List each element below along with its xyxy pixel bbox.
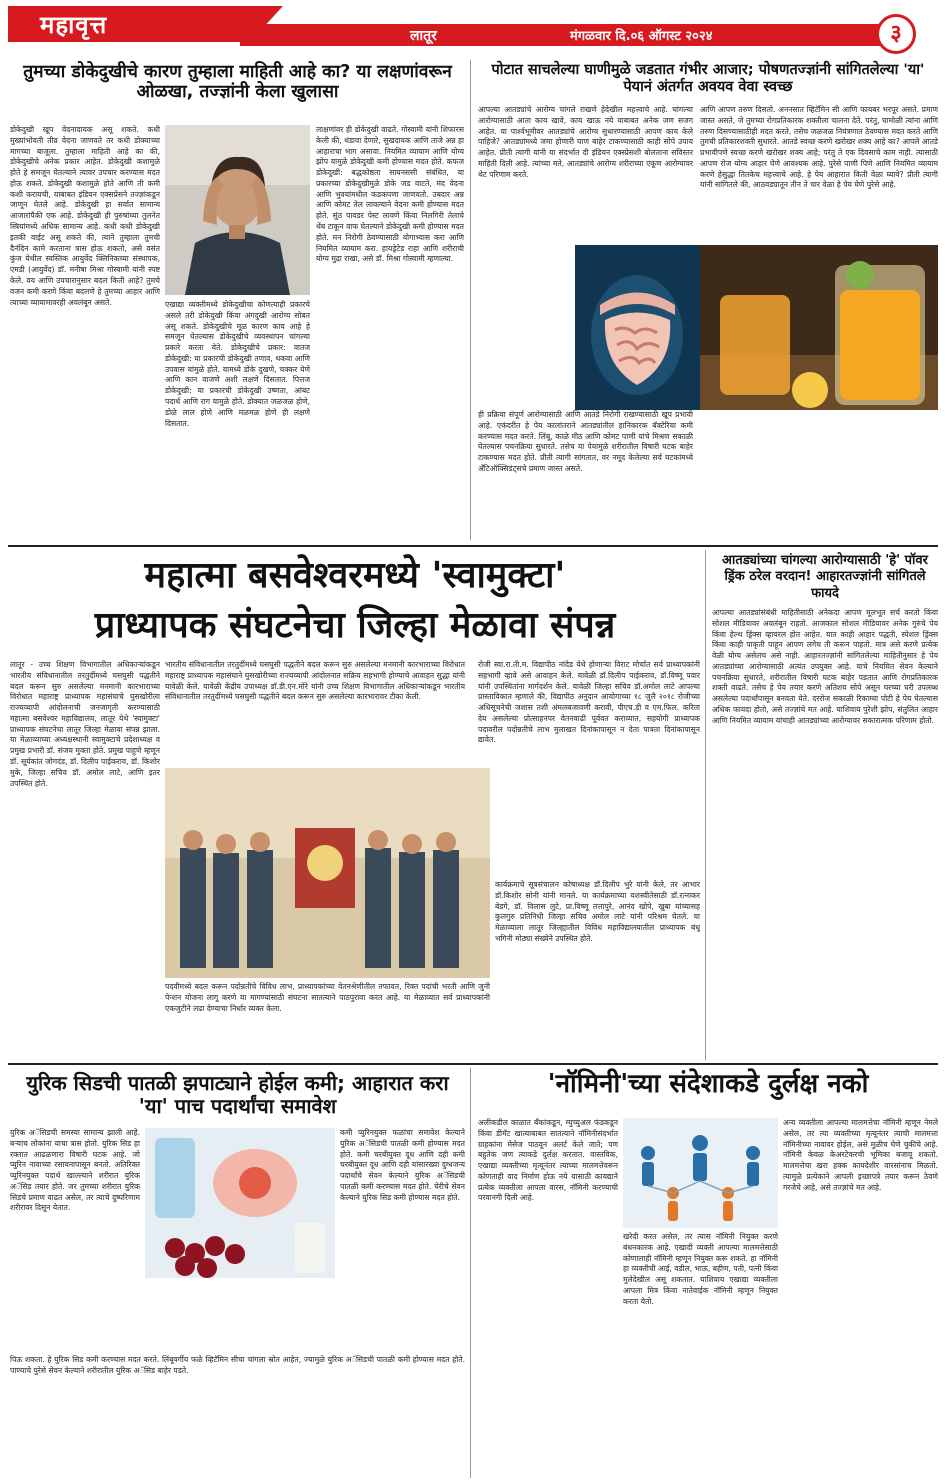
headache-headline: तुमच्या डोकेदुखीचे कारण तुम्हाला माहिती आहे का? या लक्षणांवरून ओळखा, तज्ज्ञांनी केला खुलासा (23, 62, 452, 103)
sidebar-headline: आतड्यांच्या चांगल्या आरोग्यासाठी 'हे' पॉवर ड्रिंक ठरेल वरदान! आहारतज्ज्ञांनी सांगितले फायदे (722, 553, 928, 601)
nutrition-col-3: आणि आपण तरुण दिसतो. अननसात व्हिटॅमिन सी आणि फायबर भरपूर असते. प्रमाण जास्त असते, जे तुमच्या रोगप्रतिकारक शक्तीला चालना देते. परंतु, घामोळी त्यांना आणि तरुण दिसण्यासाठीही मदत करते. तसेच जळजळ नियंत्रणात ठेवण्यास मदत करते आणि तुमची प्रतिकारशक्ती सुधारते. आतडे स्वच्छ करणे खरोखर शक्य आहे का? आपले आतडे प्रभावीपणे स्वच्छ करणे खरोखर शक्य आहे; परंतु ते एक दिवसाचे काम नाही. त्यासाठी आपण रोज योग्य आहार घेणे आवश्यक आहे. पुरेसे पाणी पिणे आणि नियमित व्यायाम करणे हेसुद्धा तितकेच महत्त्वाचे आहे. हे पेय आहारात किती वेळा घ्यावे? प्रीती त्यागी यांनी सांगितले की, आठवड्यातून तीन ते चार वेळा हे पेय घेणे पुरेसे आहे. (700, 105, 938, 190)
uric-headline: युरिक सिडची पातळी झपाट्याने होईल कमी; आहारात करा 'या' पाच पदार्थांचा समावेश (26, 1071, 449, 1118)
main-col-3: रोजी स्वा.रा.ती.म. विद्यापीठ नांदेड येथे होणाऱ्या विराट मोर्चात सर्व प्राध्यापकांनी सहभागी व्हावे असे आवाहन केले. यावेळी डॉ.दिलीप पाईकराव, डॉ.विष्णू पवार यांनी उपस्थितांना मार्गदर्शन केले. यावेळी जिल्हा सचिव डॉ.अमोल लाटे आपल्या प्रास्ताविकात म्हणाले की, विद्यापीठ अनुदान आयोगाच्या १८ जुलै २०१८ रोजीच्या अधिसूचनेची जशास तशी अंमलबजावणी करावी, पीएच.डी व एम.फिल. करिता देय असलेल्या प्रोत्साहनपर वेतनवाढी पूर्ववत कराव्यात, सहयोगी प्राध्यापक पदावरील पदोन्नतीचे लाभ मुलाखत दिनांकापासून न देता पात्रता दिनांकापासून द्यावेत. (478, 660, 700, 745)
nominee-col-1: अलीकडील काळात बँकांकडून, म्युच्युअल फंडकडून किंवा डीमॅट खात्याबाबत सातत्याने नॉमिनीसंदर्भात ग्राहकांना मेसेज पाठवून अलर्ट केले जाते; पण बहुतेक जण त्याकडे दुर्लक्ष करतात. वास्तविक, एखाद्या व्यक्तीच्या मृत्यूनंतर त्याच्या मालमत्तेवरून कोणताही वाद निर्माण होऊ नये यासाठी कायद्याने प्रत्येक व्यक्तीला आपला वारस, नॉमिनी करण्याची परवानगी दिली आहे. (478, 1118, 618, 1203)
masthead (0, 0, 945, 52)
headache-col-2: एखाद्या व्यक्तीमध्ये डोकेदुखीचा कोणत्याही प्रकारचे असले तरी डोकेदुखी किंवा अंगदुखी आरोग्य सोबत असू शकते. डोकेदुखीचे मूळ कारण काय आहे हे समजून घेतल्यास डोकेदुखीचे व्यवस्थापन चांगल्या प्रकारे करता येते. डोकेदुखीचे प्रकार: वातज डोकेदुखी: या प्रकारची डोकेदुखी तणाव, थकवा आणि उपवास यांमुळे होते. यामध्ये डोके दुखणे, चक्कर येणे आणि कान वाजणे अशी लक्षणे दिसतात. पित्तज डोकेदुखी: या प्रकारची डोकेदुखी उष्णता, आंबट पदार्थ आणि राग यामुळे होते. डोक्यात जळजळ होणे, डोळे लाल होणे आणि मळमळ होणे ही लक्षणे दिसतात. (165, 300, 310, 428)
gut-illustration (575, 245, 700, 410)
column-divider (470, 60, 471, 540)
headache-col-1: डोकेदुखी खूप वेदनादायक असू शकते. कधी मुख्यांभोवती तीव्र वेदना जाणवते तर कधी डोक्याच्या मागच्या बाजूला. तुम्हाला माहिती आहे का की, डोकेदुखीचे अनेक प्रकार आहेत. डोकेदुखी कशामुळे होते हे समजून घेतल्याने त्यावर उपचार करण्यास मदत होऊ शकते. डोकेदुखी कशामुळे होते आणि ती कमी कशी करायची, याबाबत इंडियन एक्सप्रेसने तज्ज्ञांकडून जाणून घेतले आहे. डोकेदुखी हा सर्वात सामान्य आजारांपैकी एक आहे. डोकेदुखी ही पुरुषांच्या तुलनेत स्त्रियांमध्ये अधिक सामान्य आहे. कधी कधी डोकेदुखी इतकी वाईट असू शकते की, त्याने तुम्हाला तुमची दैनंदिन कामे करताना त्रास होऊ शकतो, असे वसंत कुंज येथील स्वस्तिक आयुर्वेद क्लिनिकच्या संस्थापक, एमडी (आयुर्वेद) डॉ. मनीषा मिश्रा गोस्वामी यांनी स्पष्ट केले. वय आणि उपचारानुसार बदल किती आहे? तुमचे वजन कमी करणे किंवा बदलणे हे तुमच्या आहार आणि त्याच्या व्यायामावरही अवलंबून असते. (10, 125, 160, 307)
page-number: ३ (876, 14, 916, 54)
headache-photo (165, 125, 310, 295)
headache-col-3: लाक्षणांवर ही डोकेदुखी वाढते. गोस्वामी यांनी शिफारस केली की, थंडावा देणारे, सुखदायक आणि ताजे अन्न हा आहाराचा भाग असावा. नियमित व्यायाम आणि योग्य झोप यामुळे डोकेदुखी कमी होण्यास मदत होते. कफज डोकेदुखी: बद्धकोष्ठता सायनससी संबंधित, या प्रकारच्या डोकेदुखीमुळे डोके जड वाटते, मंद वेदना आणि भुवयांमधील कडकपणा जाणवतो. उबदार अन्न आणि कोमट तेल लावल्याने वेदना कमी होण्यास मदत होते. सुंठ पावडर पेस्ट लावणे किंवा निलगिरी तेलाचे थेंब टाकून वाफ घेतल्याने डोकेदुखी कमी होण्यास मदत होते. मन निरोगी ठेवण्यासाठी योगाभ्यास करा आणि नियमित व्यायाम करा. हायड्रेटेड राहा आणि शरीराची योग्य मुद्रा राखा, असे डॉ. मिश्रा गोस्वामी म्हणाल्या. (316, 125, 464, 264)
uric-col-2: कमी प्युरिनयुक्त फळांचा समावेश केल्याने युरिक अॅसिडची पातळी कमी होण्यास मदत होते. कमी चरबीयुक्त दूध आणि दही कमी चरबीयुक्त दूध आणि दही यांसारख्या दुग्धजन्य पदार्थांचे सेवन केल्याने युरिक अॅसिडची पातळी कमी करण्यास मदत होते. चेरीचे सेवन केल्याने युरिक सिड कमी होण्यास मदत होते. (340, 1128, 465, 1202)
nominee-col-3: अन्य व्यक्तीला आपल्या मालमत्तेचा नॉमिनी म्हणून नेमले असेल, तर त्या व्यक्तीच्या मृत्यूनंतर त्याची मालमत्ता नॉमिनीच्या नावावर होईल, असे मुळीच घेणे चुकीचे आहे. नॉमिनी केवळ केअरटेकरची भूमिका बजावू शकतो. मालमत्तेचा खरा हक्क कायदेशीर वारसांनाच मिळतो. त्यामुळे प्रत्येकाने आपली इच्छापत्रे तयार करून ठेवणे गरजेचे आहे, असे तज्ज्ञांचे मत आहे. (783, 1118, 938, 1192)
issue-date: मंगळवार दि.०६ ऑगस्ट २०२४ (570, 29, 713, 44)
drink-photo (700, 245, 938, 410)
nominee-col-2: खरेदी करत असेल, तर त्यास नॉमिनी नियुक्त करणे बंधनकारक आहे. एखादी व्यक्ती आपल्या मालमत्तेसाठी कोणालाही नॉमिनी म्हणून नियुक्त करू शकते. हा नॉमिनी हा व्यक्तीची आई, वडील, भाऊ, बहीण, पती, पत्नी किंवा मुलेदेखील असू शकतात. याशिवाय एखाद्या व्यक्तीला आपला मित्र किंवा नातेवाईक नॉमिनी म्हणून नियुक्त करता येतो. (623, 1232, 778, 1306)
column-divider (705, 550, 706, 1060)
section-rule (8, 1063, 938, 1065)
sidebar-body: आपल्या आतड्यांसंबंधी माहितीसाठी अनेकदा आपण मूलभूत सर्च करतो किंवा सोशल मीडियावर अवलंबून राहतो. आजकाल सोशल मीडियावर अनेक गुरुंचे पेय किंवा हेल्थ ड्रिंक्स व्हायरल होत आहेत. यात काही आहार पद्धती, स्पेशल ड्रिंक्स किंवा काही पाकृती पाहून आपण लगेच ती करून पाहतो. मात्र असे करणे प्रत्येक वेळी योग्य असेलच असे नाही. आहारतज्ज्ञांनी सांगितलेल्या माहितीनुसार हे पेय आतड्यांच्या आरोग्यासाठी अत्यंत उपयुक्त आहे. याचे नियमित सेवन केल्याने पचनक्रिया सुधारते, शरीरातील विषारी घटक बाहेर पडतात आणि रोगप्रतिकारक शक्ती वाढते. तसेच हे पेय तयार करणे अतिशय सोपे असून घरच्या घरी उपलब्ध असलेल्या पदार्थांपासून बनवता येते. दररोज सकाळी रिकाम्या पोटी हे पेय घेतल्यास अधिक फायदा होतो, असे तज्ज्ञांचे मत आहे. याशिवाय पुरेशी झोप, संतुलित आहार आणि नियमित व्यायाम यांचाही आतड्यांच्या आरोग्यावर सकारात्मक परिणाम होतो. (712, 608, 938, 725)
nominee-headline: 'नॉमिनी'च्या संदेशाकडे दुर्लक्ष नको (547, 1069, 869, 1099)
masthead-strip (240, 24, 880, 46)
column-divider (470, 1068, 471, 1478)
section-rule (8, 545, 938, 547)
main-headline-line-1: महात्मा बसवेश्वरमध्ये 'स्वामुक्टा' (144, 555, 566, 596)
meeting-group-photo (165, 768, 490, 978)
uric-photo (145, 1128, 335, 1278)
uric-col-1: युरिक अॅसिडची समस्या सामान्य झाली आहे. बऱ्याच लोकांना याचा त्रास होतो. युरिक सिड हा रक्तात आढळणारा विषारी घटक आहे. जो प्युरिन नावाच्या रसायनापासून बनतो. अतिरिक्त प्युरिनयुक्त पदार्थ खाल्ल्याने शरीरात युरिक अॅसिड तयार होते. जर तुमच्या शरीरात युरिक सिडचे प्रमाण वाढत असेल, तर त्याचे दुष्परिणाम शरीरावर दिसून येतात. (10, 1128, 140, 1213)
main-col-1: लातूर - उच्च शिक्षण विभागातील अधिकाऱ्यांकडून भारतीय संविधानातील तरतुदींमध्ये घसघुसी पद्धतीने बदल करून सुरु असलेल्या मनमानी कारभाराच्या विरोधात महाराष्ट्र प्राध्यापक महासंघाचे घुसखोरीला राज्यव्यापी आंदोलनाची जनजागृती करण्यासाठी महात्मा बसवेश्वर महाविद्यालय, लातूर येथे 'स्वामुक्टा' प्राध्यापक संघटनेचा लातूर जिल्हा मेळावा संपन्न झाला. या मेळाव्याच्या अध्यक्षस्थानी स्वामुक्टाचे प्रदेशाध्यक्ष व प्रमुख प्रभारी डॉ. संजय मुक्ता होते. प्रमुख पाहुणे म्हणून डॉ. सूर्यकांत जोगदंड, डॉ. दिलीप पाईकराव, डॉ. किशोर मुके, जिल्हा सचिव डॉ. अमोल लाटे, आणि इतर उपस्थित होते. (10, 660, 160, 788)
main-bottom: पदवीमध्ये बदल करून पदोन्नतीचे विविध लाभ, प्राध्यापकांच्या वेतनश्रेणीतील तफावत, रिक्त पदांची भरती आणि जुनी पेन्शन योजना लागू करणे या मागण्यांसाठी संघटना सातत्याने पाठपुरावा करत आहे. या मेळाव्यात सर्व प्राध्यापकांनी एकजुटीने लढा देण्याचा निर्धार व्यक्त केला. (165, 982, 490, 1013)
main-col-4: कार्यक्रमाचे सूत्रसंचालन कोषाध्यक्ष डॉ.दिलीप भुरे यांनी केले, तर आभार डॉ.किशोर सोनी यांनी मानले. या कार्यक्रमाच्या यशस्वीतेसाठी डॉ.रत्नाकर बेडगे, डॉ. विलास लुटे, प्रा.विष्णू तत्तापुरे, आनंद खोपे, खुबा यांच्यासह कुलगुरु प्रतिनिधी जिल्हा सचिव अमोल लाटे यांनी परिश्रम घेतले. या मेळाव्याला लातूर जिल्ह्यातील विविध महाविद्यालयातील प्राध्यापक बंधू भगिनी मोठ्या संख्येने उपस्थित होते. (495, 880, 700, 943)
nutrition-headline: पोटात साचलेल्या घाणीमुळे जडतात गंभीर आजार; पोषणतज्ज्ञांनी सांगितलेल्या 'या' पेयानं अंतर्गत अवयव वेवा स्वच्छ (491, 62, 925, 95)
nutrition-col-1: आपल्या आतड्यांचे आरोग्य चांगले राखणे हेदेखील महत्त्वाचे आहे. चांगल्या आरोग्यासाठी आता काय खावे, काय खाऊ नये याबाबत अनेक जण सजग आहेत. या पार्श्वभूमीवर आतड्यांचे आरोग्य सुधारण्यासाठी आपण काय केले पाहिजे? आतड्यांमध्ये जमा होणारी घाण बाहेर टाकण्यासाठी काही सोपे उपाय आहेत. प्रीती त्यागी यांनी या संदर्भात दी इंडियन एक्स्प्रेसशी बोलताना सविस्तर माहिती दिली आहे. त्यांच्या मते, आतड्यांचे आरोग्य शरीराच्या एकूण आरोग्यावर थेट परिणाम करते. (478, 105, 693, 179)
edition-city: लातूर (410, 28, 437, 44)
uric-bottom: पिऊ शकता. हे युरिक सिड कमी करण्यास मदत करते. लिंबूवर्गीय फळे व्हिटॅमिन सीचा चांगला स्रोत आहेत, ज्यामुळे युरिक अॅसिडची पातळी कमी होण्यास मदत होते. पाण्याचे पुरेसे सेवन केल्याने शरीरातील युरिक अॅसिड बाहेर पडते. (10, 1355, 465, 1375)
main-col-2: भारतीय संविधानातील तरतुदींमध्ये घसघुसी पद्धतीने बदल करून सुरु असलेल्या मनमानी कारभाराच्या विरोधात महाराष्ट्र प्राध्यापक महासंघाने घुसखोरीच्या राज्यव्यापी आंदोलनात सक्रिय सहभागी होण्याचे आवाहन सुद्धा यांनी यावेळी केले. यावेळी केंद्रीय उपाध्यक्ष डॉ.डी.एन.मोरे यांनी उच्च शिक्षण विभागातील अधिकाऱ्यांकडून भारतीय संविधानातील तरतुदींमध्ये घसघुसी पद्धतीने बदल करून सुरु असलेल्या कारभारावर टीका केली. (165, 660, 465, 702)
newspaper-name: महावृत्त (40, 11, 108, 39)
nominee-illustration (623, 1118, 778, 1228)
main-headline-line-2: प्राध्यापक संघटनेचा जिल्हा मेळावा संपन्न (94, 605, 616, 646)
nutrition-col-2: ही प्रक्रिया संपूर्ण आरोग्यासाठी आणि आतडे निरोगी राखण्यासाठी खूप प्रभावी आहे. एकंदरीत हे पेय कालांतराने आतड्यांतील हानिकारक बॅक्टेरिया कमी करण्यास मदत करते. लिंबू, काळे मीठ आणि कोमट पाणी यांचे मिश्रण सकाळी घेतल्यास पचनक्रिया सुधारते. तसेच या पेयामुळे शरीरातील विषारी घटक बाहेर टाकण्यास मदत होते. प्रीती त्यागी सांगतात, वर नमूद केलेल्या सर्व घटकांमध्ये अँटिऑक्सिडंट्सचे प्रमाण जास्त असते. (478, 410, 693, 473)
